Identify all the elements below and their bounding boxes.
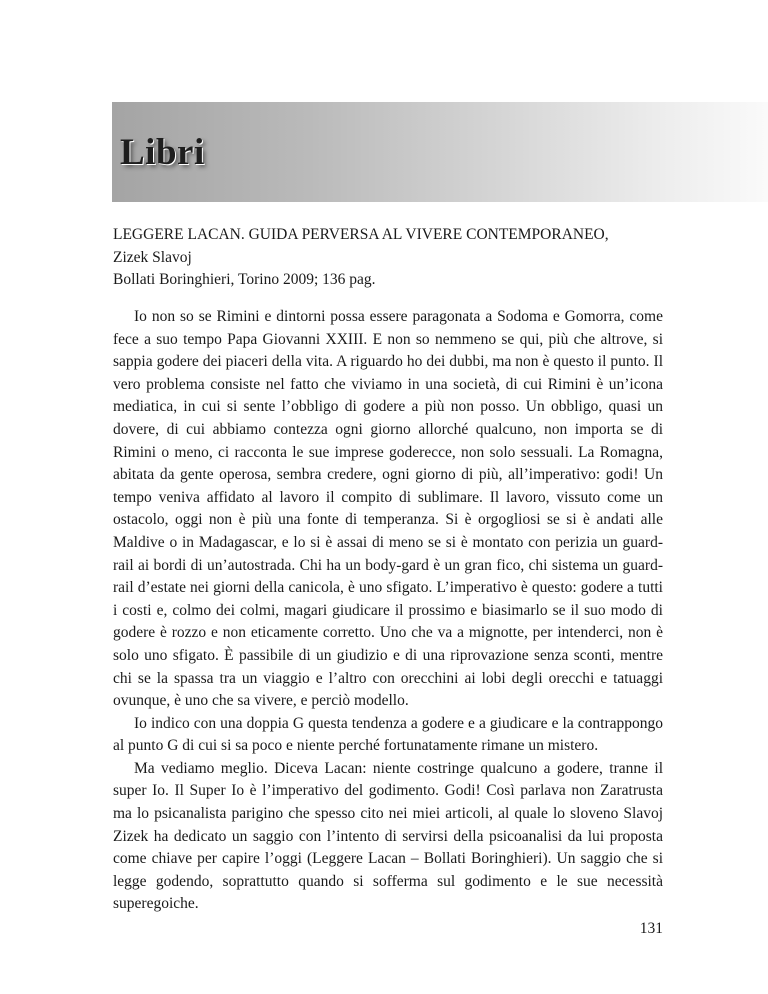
section-banner [112,102,768,202]
paragraph: Ma vediamo meglio. Diceva Lacan: niente costringe qualcuno a godere, tranne il super Io. Il Super Io è l’imperativo del godimento. Godi! Così parlava non Zaratrusta ma lo psicanalista parigino che spesso cito nei miei articoli, al quale lo sloveno Slavoj Zizek ha dedicato un saggio con l’intento di servirsi della psicoanalisi da lui proposta come chiave per capire l’oggi (Leggere Lacan – Bollati Boringhieri). Un saggio che si legge godendo, soprattutto quando si sofferma sul godimento e le sue necessità superegoiche. [113,759,663,913]
paragraph: Io non so se Rimini e dintorni possa essere paragonata a Sodoma e Gomorra, come fece a suo tempo Papa Giovanni XXIII. E non so nemmeno se qui, più che altrove, si sappia godere dei piaceri della vita. A riguardo ho dei dubbi, ma non è questo il punto. Il vero problema consiste nel fatto che viviamo in una società, di cui Rimini è un’icona mediatica, in cui si sente l’obbligo di godere a più non posso. Un obbligo, quasi un dovere, di cui abbiamo contezza ogni giorno allorché qualcuno, non importa se di Rimini o meno, ci racconta le sue imprese goderecce, non solo sessuali. La Romagna, abitata da gente operosa, sembra credere, ogni giorno di più, all’imperativo: godi! Un tempo veniva affidato al lavoro il compito di sublimare. Il lavoro, vissuto come un ostacolo, oggi non è più una fonte di temperanza. Si è orgogliosi se si è andati alle Maldive o in Madagascar, e lo si è assai di meno se si è montato con perizia un guard-rail ai bordi di un’autostrada. Chi ha un body-gard è un gran fico, chi sistema un guard-rail d’estate nei giorni della canicola, è uno sfigato. L’imperativo è questo: godere a tutti i costi e, colmo dei colmi, magari giudicare il prossimo e biasimarlo se il suo modo di godere è rozzo e non eticamente corretto. Uno che va a mignotte, per intenderci, non è solo uno sfigato. È passibile di un giudizio e di una riprovazione senza sconti, mentre chi se la spassa tra un viaggio e l’altro con orecchini ai lobi degli orecchi e tatuaggi ovunque, è uno che sa vivere, e perciò modello. [113,308,663,710]
book-author: Zizek Slavoj [113,248,192,266]
book-title: LEGGERE LACAN. GUIDA PERVERSA AL VIVERE CONTEMPORANEO, [113,226,609,243]
book-reference [113,224,663,292]
book-publisher: Bollati Boringhieri, Torino 2009; 136 pag. [113,271,376,288]
page-number: 131 [639,920,663,937]
paragraph: Io indico con una doppia G questa tendenza a godere e a giudicare e la contrappongo al punto G di cui si sa poco e niente perché fortunatamente rimane un mistero. [113,714,663,755]
review-body [113,306,663,916]
section-title: Libri [120,132,205,173]
